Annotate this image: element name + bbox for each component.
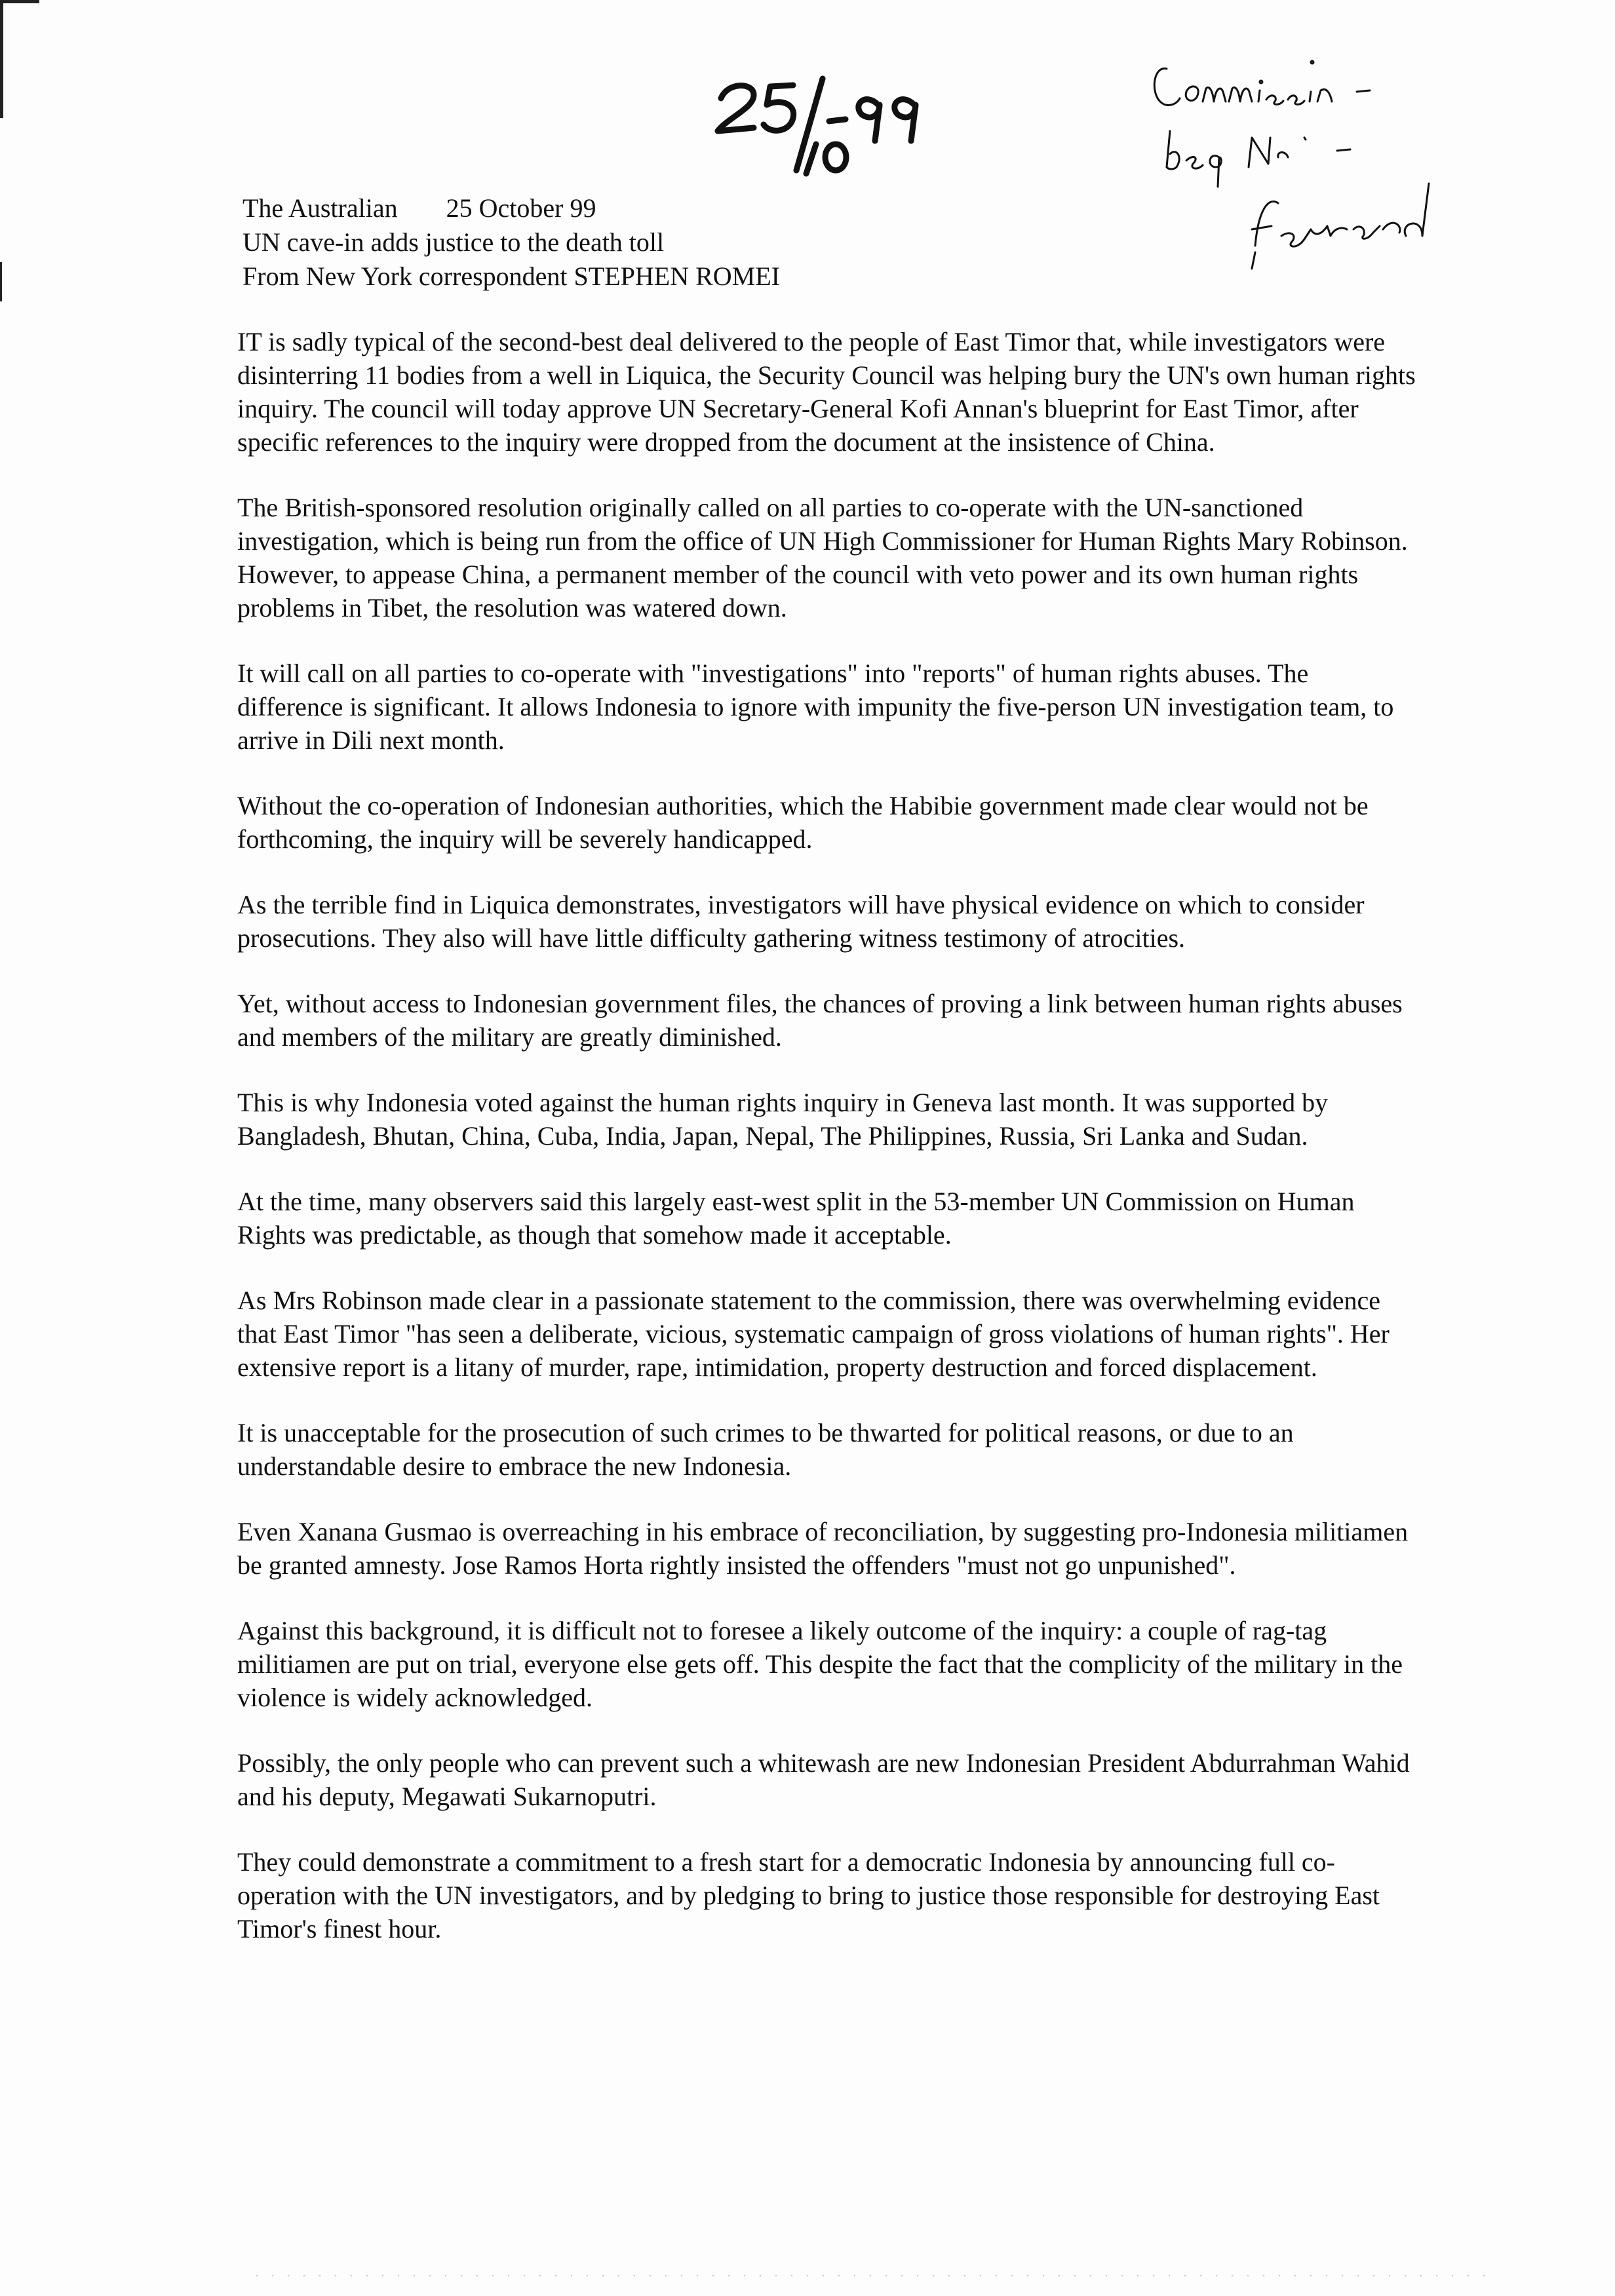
article-body xyxy=(237,325,1417,1978)
publication-name: The Australian xyxy=(243,193,398,223)
paragraph: It will call on all parties to co-operate with "investigations" into "reports" of human rights abuses. The difference is significant. It allows Indonesia to ignore with impunity the five-person UN investigation team, to arrive in Dili next month. xyxy=(237,659,1394,755)
paragraph: The British-sponsored resolution originally called on all parties to co-operate with the UN-sanctioned investigation, which is being run from the office of UN High Commissioner for Human Rights Mary Robinson. However, to appease China, a permanent member of the council with veto power and its own human rights problems in Tibet, the resolution was watered down. xyxy=(237,493,1408,622)
headline: UN cave-in adds justice to the death toll xyxy=(243,227,665,257)
paragraph: Without the co-operation of Indonesian authorities, which the Habibie government made clear would not be forthcoming, the inquiry will be severely handicapped. xyxy=(237,791,1369,854)
paragraph: At the time, many observers said this largely east-west split in the 53-member UN Commission on Human Rights was predictable, as though that somehow made it acceptable. xyxy=(237,1187,1355,1250)
scan-edge-mark-left xyxy=(0,0,3,118)
paragraph: IT is sadly typical of the second-best deal delivered to the people of East Timor that, while investigators were disinterring 11 bodies from a well in Liquica, the Security Council was helping bury the UN's own human rights inquiry. The council will today approve UN Secretary-General Kofi Annan's blueprint for East Timor, after specific references to the inquiry were dropped from the document at the insistence of China. xyxy=(237,327,1416,457)
publication-line xyxy=(243,191,780,225)
paragraph: It is unacceptable for the prosecution of such crimes to be thwarted for political reasons, or due to an understandable desire to embrace the new Indonesia. xyxy=(237,1418,1294,1481)
paragraph: As the terrible find in Liquica demonstrates, investigators will have physical evidence on which to consider prosecutions. They also will have little difficulty gathering witness testimony of atrocities. xyxy=(237,890,1365,953)
scan-noise-footer xyxy=(249,2274,1494,2278)
paragraph: Even Xanana Gusmao is overreaching in his embrace of reconciliation, by suggesting pro-Indonesia militiamen be granted amnesty. Jose Ramos Horta rightly insisted the offenders "must not go unpunished". xyxy=(237,1517,1409,1580)
handwritten-note xyxy=(1140,39,1455,288)
byline: From New York correspondent STEPHEN ROMEI xyxy=(243,261,780,291)
scan-edge-mark-left-small xyxy=(0,262,2,301)
paragraph: They could demonstrate a commitment to a fresh start for a democratic Indonesia by announcing full co-operation with the UN investigators, and by pledging to bring to justice those responsible for destroying East Timor's finest hour. xyxy=(237,1847,1380,1943)
handwritten-date xyxy=(708,59,924,177)
paragraph: As Mrs Robinson made clear in a passionate statement to the commission, there was overwhelming evidence that East Timor "has seen a deliberate, vicious, systematic campaign of gross violations of human rights". Her extensive report is a litany of murder, rape, intimidation, property destruction and forced displacement. xyxy=(237,1286,1390,1382)
scan-edge-mark-top xyxy=(0,0,39,3)
paragraph: Against this background, it is difficult not to foresee a likely outcome of the inquiry: a couple of rag-tag militiamen are put on trial, everyone else gets off. This despite the fact that the complicity of the military in the violence is widely acknowledged. xyxy=(237,1616,1403,1712)
paragraph: This is why Indonesia voted against the human rights inquiry in Geneva last month. It was supported by Bangladesh, Bhutan, China, Cuba, India, Japan, Nepal, The Philippines, Russia, Sri Lanka and Sudan. xyxy=(237,1088,1329,1151)
publication-date: 25 October 99 xyxy=(446,193,596,223)
article-header xyxy=(243,191,780,294)
paragraph: Yet, without access to Indonesian government files, the chances of proving a link between human rights abuses and members of the military are greatly diminished. xyxy=(237,989,1403,1052)
paragraph: Possibly, the only people who can prevent such a whitewash are new Indonesian President Abdurrahman Wahid and his deputy, Megawati Sukarnoputri. xyxy=(237,1748,1410,1811)
